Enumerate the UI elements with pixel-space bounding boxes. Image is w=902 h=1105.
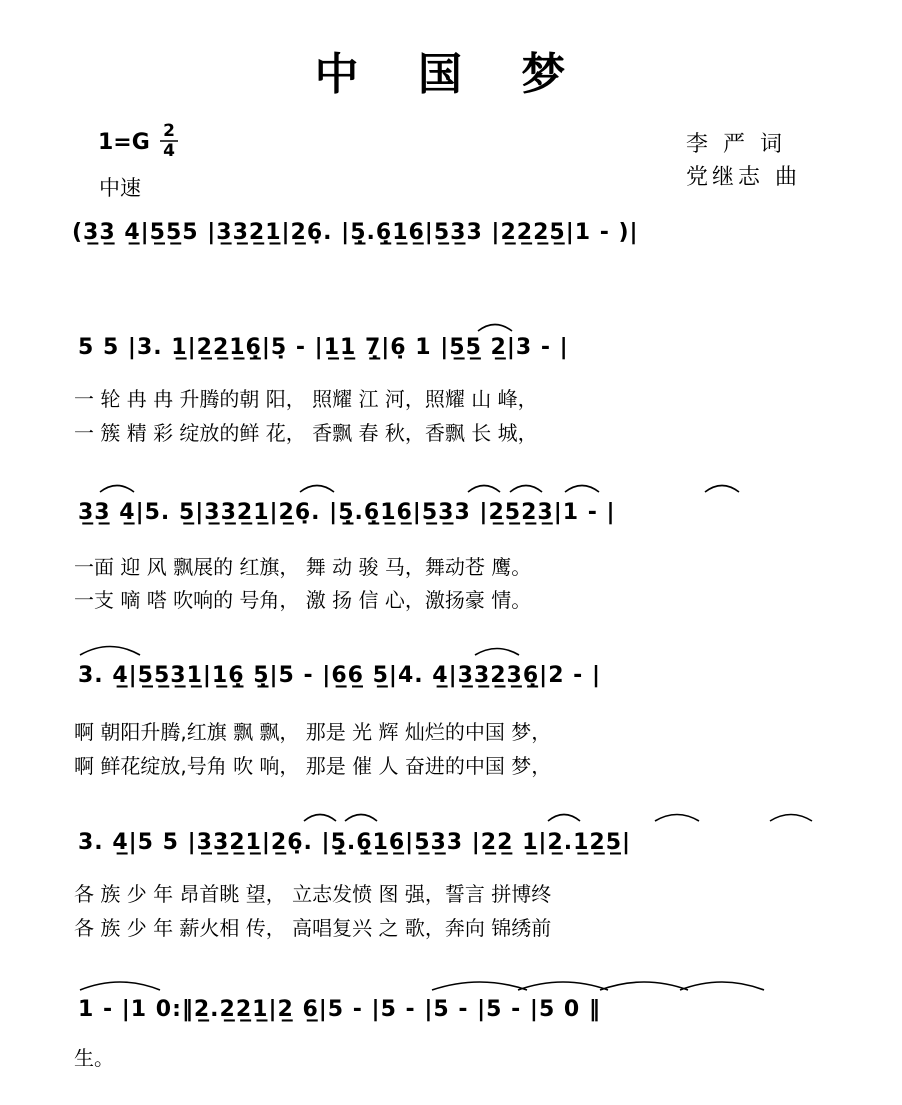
notation-line-1: (3̲3̲ 4̲|5̲5̲5 |3̲3̲2̲1̲|2̲6̣. |5̣̲.6̣̲1̲6̲|5̲3̲3 |2̲2̲2̲5̲|1 - )| — [72, 220, 639, 245]
lyric-line-2-verse-1: 一 轮 冉 冉 升腾的朝 阳， 照耀 江 河，照耀 山 峰， — [74, 387, 538, 411]
key-signature: 1=G — [98, 130, 150, 155]
tie-arc — [680, 982, 764, 990]
time-signature-numerator: 2 — [163, 121, 175, 141]
slur-arc — [770, 815, 812, 822]
slur-arc — [304, 815, 336, 822]
notation-line-4: 3. 4̲|5̲5̲3̲1̲|1̲6̣̲ 5̣̲|5 - |6̲6̲ 5̲|4. 4̲|3̲3̲2̲3̲6̣̲|2 - | — [78, 663, 601, 688]
time-signature-denominator: 4 — [163, 141, 175, 161]
slur-arc — [475, 649, 519, 656]
lyric-line-3-verse-1: 一面 迎 风 飘展的 红旗， 舞 动 骏 马，舞动苍 鹰。 — [74, 555, 532, 579]
song-title: 中 国 梦 — [314, 49, 588, 100]
tie-arc — [600, 982, 688, 990]
tie-arc — [80, 982, 160, 990]
lyric-line-4-verse-2: 啊 鲜花绽放,号角 吹 响， 那是 催 人 奋进的中国 梦， — [74, 754, 552, 778]
lyric-line-3-verse-2: 一支 嘀 嗒 吹响的 号角， 激 扬 信 心，激扬豪 情。 — [74, 588, 532, 612]
slur-arc — [300, 486, 334, 493]
lyric-line-6-verse-1: 生。 — [74, 1046, 114, 1070]
tie-arc — [518, 982, 608, 990]
tie-arc — [432, 982, 527, 990]
notation-line-6: 1 - |1 0:‖2̲.2̲2̲1̲|2̲ 6̲|5 - |5 - |5 - |5 - |5 0 ‖ — [78, 997, 601, 1022]
lyric-line-5-verse-2: 各 族 少 年 薪火相 传， 高唱复兴 之 歌，奔向 锦绣前 — [74, 916, 552, 940]
lyric-line-4-verse-1: 啊 朝阳升腾,红旗 飘 飘， 那是 光 辉 灿烂的中国 梦， — [74, 720, 552, 744]
notation-line-5: 3. 4̲|5 5 |3̲3̲2̲1̲|2̲6̣. |5̣̲.6̣̲1̲6̲|5̲3̲3 |2̲2̲ 1̲|2̲.1̲2̲5̲| — [78, 830, 632, 855]
lyric-line-2-verse-2: 一 簇 精 彩 绽放的鲜 花， 香飘 春 秋，香飘 长 城， — [74, 421, 538, 445]
slur-arc — [80, 647, 140, 656]
slur-arc — [468, 486, 500, 493]
slur-arc — [345, 815, 377, 822]
slur-arc — [100, 486, 134, 493]
notation-line-3: 3̲3̲ 4̲|5. 5̲|3̲3̲2̲1̲|2̲6̣. |5̣̲.6̣̲1̲6̲|5̲3̲3 |2̲5̲2̲3̲|1 - | — [78, 500, 616, 525]
slur-arc — [478, 325, 512, 332]
slur-arc — [655, 815, 699, 822]
slur-arc — [548, 815, 580, 822]
tempo-marking: 中速 — [99, 176, 141, 200]
notation-line-2: 5 5 |3. 1̲|2̲2̲1̲6̣̲|5̣ - |1̲1̲ 7̣̲|6̣ 1 |5̲5̲ 2̲|3 - | — [78, 335, 569, 360]
slur-arc — [510, 486, 542, 493]
composer-credit: 党继志 曲 — [686, 165, 801, 190]
lyric-line-5-verse-1: 各 族 少 年 昂首眺 望， 立志发愤 图 强，誓言 拼博终 — [74, 882, 552, 906]
slur-arc — [705, 486, 739, 493]
lyricist-credit: 李 严 词 — [686, 132, 786, 157]
slur-arc — [565, 486, 599, 493]
